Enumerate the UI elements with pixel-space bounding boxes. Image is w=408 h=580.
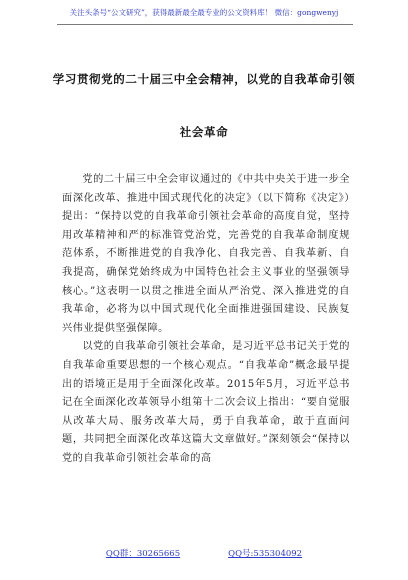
footer-contact (0, 547, 408, 559)
body-paragraph-1: 党的二十届三中全会审议通过的《中共中央关于进一步全面深化改革、推进中国式现代化的决定》（以下简称《决定》）提出：“保持以党的自我革命引领社会革命的高度自觉，坚持用改革精神和严的标准管党治党，完善党的自我革命制度规范体系，不断推进党的自我净化、自我完善、自我革新、自我提高，确保党始终成为中国特色社会主义事业的坚强领导核心。”这表明一以贯之推进全面从严治党、深入推进党的自我革命，必将为以中国式现代化全面推进强国建设、民族复兴伟业提供坚强保障。 (62, 174, 350, 334)
footer-qq-group-link[interactable]: QQ群：30265665 (105, 549, 181, 559)
header-promo-note: 关注头条号“公文研究”，获得最新最全最专业的公文资料库！ 微信：gongwenyj (69, 8, 339, 17)
footer-qq-number-link[interactable]: QQ号:535304092 (228, 549, 303, 559)
document-body (62, 171, 350, 469)
document-title-line-1: 学习贯彻党的二十届三中全会精神，以党的自我革命引领 (52, 72, 356, 86)
header-divider (57, 24, 353, 25)
document-title-line-2: 社会革命 (179, 125, 229, 139)
body-paragraph-2: 以党的自我革命引领社会革命，是习近平总书记关于党的自我革命重要思想的一个核心观点。“自我革命”概念最早提出的语境正是用于全面深化改革。2015年5月，习近平总书记在全面深化改革领导小组第十二次会议上指出：“要自觉服从改革大局、服务改革大局，勇于自我革命，敢于直面问题，共同把全面深化改革这篇大文章做好。”深刻领会“保持以党的自我革命引领社会革命的高 (62, 341, 350, 464)
